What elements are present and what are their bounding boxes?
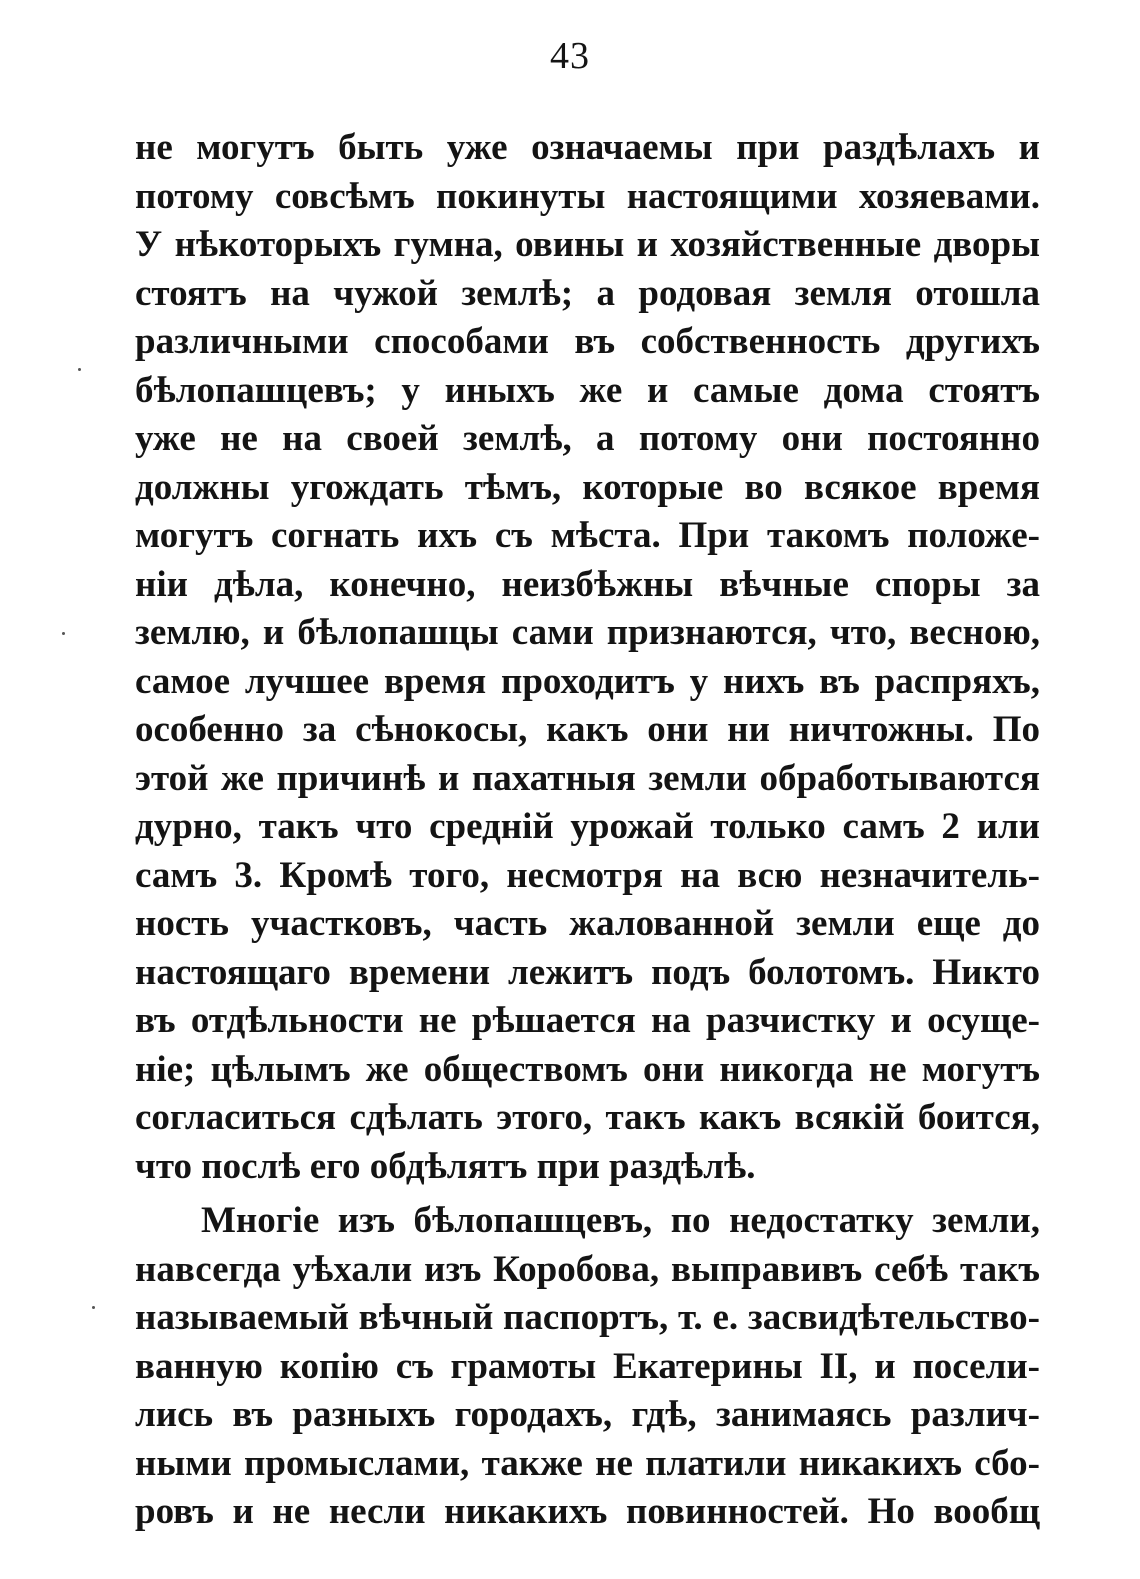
text-line: согласиться сдѣлать этого, такъ какъ всякій боится, — [135, 1097, 1040, 1138]
text-line: бѣлопашцевъ; у иныхъ же и самые дома стоятъ — [135, 369, 1040, 411]
text-line: самъ 3. Кромѣ того, несмотря на всю незначитель- — [135, 854, 1040, 896]
text-line: называемый вѣчный паспортъ, т. е. засвидѣтельство- — [135, 1297, 1040, 1338]
text-line: уже не на своей землѣ, а потому они постоянно — [135, 418, 1040, 459]
text-line: потому совсѣмъ покинуты настоящими хозяевами. — [135, 175, 1040, 217]
scan-speck — [62, 632, 65, 635]
text-line: что послѣ его обдѣлятъ при раздѣлѣ. — [135, 1145, 756, 1187]
text-line: ными промыслами, также не платили никакихъ сбо- — [135, 1442, 1040, 1484]
text-line: настоящаго времени лежитъ подъ болотомъ. Никто — [135, 951, 1040, 993]
text-line: дурно, такъ что средній урожай только самъ 2 или — [135, 806, 1040, 847]
text-line: ванную копію съ грамоты Екатерины II, и посели- — [135, 1345, 1040, 1387]
text-line: не могутъ быть уже означаемы при раздѣлахъ и — [135, 127, 1040, 168]
text-line: ровъ и не несли никакихъ повинностей. Но вообщ — [135, 1491, 1040, 1532]
text-line: лись въ разныхъ городахъ, гдѣ, занимаясь различ- — [135, 1394, 1040, 1435]
scan-speck — [78, 368, 81, 371]
text-line: должны угождать тѣмъ, которые во всякое время — [135, 466, 1040, 508]
text-line: самое лучшее время проходитъ у нихъ въ распряхъ, — [135, 660, 1040, 702]
text-line: ніи дѣла, конечно, неизбѣжны вѣчные споры за — [135, 563, 1040, 605]
text-line: У нѣкоторыхъ гумна, овины и хозяйственные дворы — [135, 224, 1040, 265]
scan-speck — [92, 1306, 95, 1309]
page-number: 43 — [550, 35, 590, 77]
text-line: этой же причинѣ и пахатныя земли обработываются — [135, 757, 1040, 799]
text-line: стоятъ на чужой землѣ; а родовая земля отошла — [135, 272, 1040, 314]
text-line: ность участковъ, часть жалованной земли еще до — [135, 903, 1040, 944]
text-line: навсегда уѣхали изъ Коробова, выправивъ себѣ такъ — [135, 1248, 1040, 1290]
text-line: особенно за сѣнокосы, какъ они ни ничтожны. По — [135, 709, 1040, 750]
body-text — [135, 124, 1040, 1537]
paragraph-2 — [135, 1197, 1040, 1537]
text-line: Многіе изъ бѣлопашцевъ, по недостатку земли, — [201, 1200, 1040, 1241]
text-line: могутъ согнать ихъ съ мѣста. При такомъ положе- — [135, 515, 1040, 556]
text-line: различными способами въ собственность другихъ — [135, 321, 1040, 362]
paragraph-1 — [135, 124, 1040, 1191]
text-line: землю, и бѣлопашцы сами признаются, что, весною, — [135, 612, 1040, 653]
text-line: въ отдѣльности не рѣшается на разчистку и осуще- — [135, 1000, 1040, 1041]
text-line: ніе; цѣлымъ же обществомъ они никогда не могутъ — [135, 1048, 1040, 1090]
